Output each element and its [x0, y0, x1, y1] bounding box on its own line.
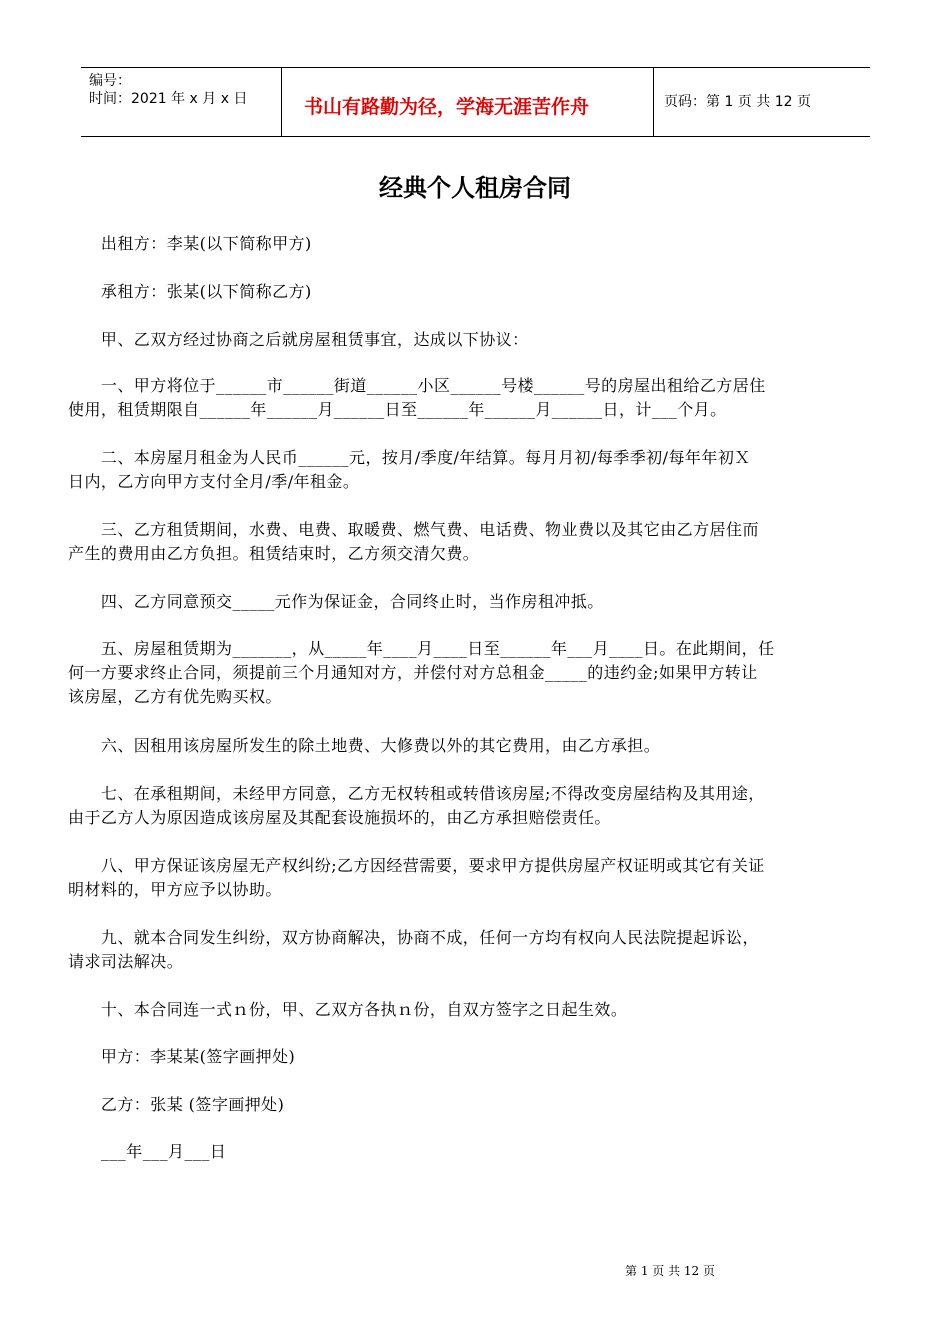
text-line: 九、就本合同发生纠纷，双方协商解决，协商不成，任何一方均有权向人民法院提起诉讼，: [68, 928, 759, 947]
header-meta-cell: [81, 68, 282, 136]
motto-text: 书山有路勤为径，学海无涯苦作舟: [304, 96, 590, 118]
document-time-label: 时间：2021 年 x 月 x 日: [89, 91, 248, 107]
clause-1: [68, 374, 883, 422]
clause-6: [68, 734, 883, 758]
text-line: 三、乙方租赁期间，水费、电费、取暖费、燃气费、电话费、物业费以及其它由乙方居住而: [68, 520, 759, 539]
text-line: 八、甲方保证该房屋无产权纠纷;乙方因经营需要，要求甲方提供房屋产权证明或其它有关证: [68, 856, 765, 875]
text-line: ___年___月___日: [68, 1142, 227, 1161]
text-line: 五、房屋租赁期为_______，从_____年____月____日至______年___月____日。在此期间，任: [68, 639, 775, 658]
text-line: 请求司法解决。: [68, 952, 184, 971]
text-line: 甲方：李某某(签字画押处): [68, 1047, 296, 1066]
page-footer: 第 1 页 共 12 页: [625, 1264, 715, 1278]
signature-party-b: [68, 1093, 883, 1117]
text-line: 该房屋，乙方有优先购买权。: [68, 687, 282, 706]
text-line: 甲、乙双方经过协商之后就房屋租赁事宜，达成以下协议：: [68, 330, 529, 349]
header-page-cell: [654, 68, 870, 136]
text-line: 十、本合同连一式ｎ份，甲、乙双方各执ｎ份，自双方签字之日起生效。: [68, 1000, 628, 1019]
text-line: 七、在承租期间，未经甲方同意，乙方无权转租或转借该房屋;不得改变房屋结构及其用途，: [68, 784, 765, 803]
clause-2: [68, 446, 883, 494]
document-title: 经典个人租房合同: [379, 174, 571, 202]
header-page-info: 页码：第 1 页 共 12 页: [664, 94, 811, 110]
text-line: 使用，租赁期限自______年______月______日至______年______月______日，计___个月。: [68, 400, 727, 419]
clause-7: [68, 782, 883, 830]
text-line: 六、因租用该房屋所发生的除土地费、大修费以外的其它费用，由乙方承担。: [68, 736, 661, 755]
document-number-label: 编号：: [89, 73, 131, 89]
clause-9: [68, 926, 883, 974]
header-motto-cell: [282, 68, 654, 136]
text-line: 日内，乙方向甲方支付全月/季/年租金。: [68, 472, 360, 491]
clause-10: [68, 998, 883, 1022]
text-line: 由于乙方人为原因造成该房屋及其配套设施损坏的，由乙方承担赔偿责任。: [68, 808, 611, 827]
header-table: [81, 67, 870, 137]
clause-8: [68, 854, 883, 902]
paragraph-lessor: [68, 232, 883, 256]
signature-date: [68, 1140, 883, 1164]
text-line: 产生的费用由乙方负担。租赁结束时，乙方须交清欠费。: [68, 544, 480, 563]
text-line: 二、本房屋月租金为人民币______元，按月/季度/年结算。每月月初/每季季初/每年年初Ｘ: [68, 448, 751, 467]
text-line: 四、乙方同意预交_____元作为保证金，合同终止时，当作房租冲抵。: [68, 592, 604, 611]
text-line: 明材料的，甲方应予以协助。: [68, 880, 282, 899]
text-line: 乙方：张某 (签字画押处): [68, 1095, 285, 1114]
signature-party-a: [68, 1045, 883, 1069]
text-line: 承租方：张某(以下简称乙方): [68, 282, 312, 301]
clause-4: [68, 590, 883, 614]
clause-3: [68, 518, 883, 566]
text-line: 何一方要求终止合同，须提前三个月通知对方，并偿付对方总租金_____的违约金;如果甲方转让: [68, 663, 758, 682]
paragraph-lessee: [68, 280, 883, 304]
clause-5: [68, 637, 883, 709]
text-line: 一、甲方将位于______市______街道______小区______号楼______号的房屋出租给乙方居住: [68, 376, 766, 395]
text-line: 出租方：李某(以下简称甲方): [68, 234, 312, 253]
paragraph-intro: [68, 328, 883, 352]
